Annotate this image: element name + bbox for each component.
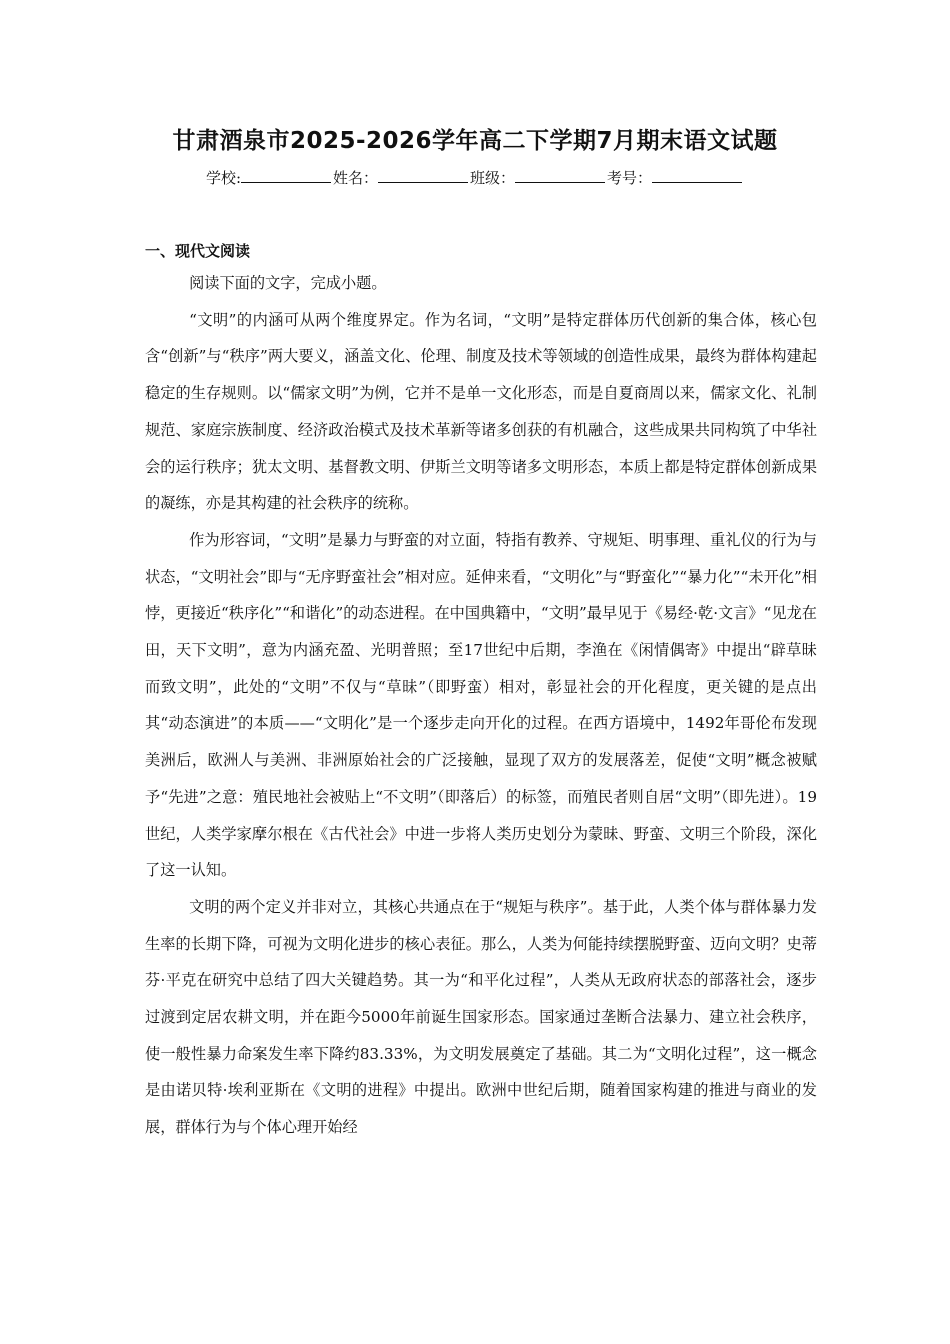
class-label: 班级： xyxy=(470,169,516,187)
passage-paragraph-3: 文明的两个定义并非对立，其核心共通点在于“规矩与秩序”。基于此，人类个体与群体暴力发生率的长期下降，可视为文明化进步的核心表征。那么，人类为何能持续摆脱野蛮、迈向文明？史蒂芬·平克在研究中总结了四大关键趋势。其一为“和平化过程”，人类从无政府状态的部落社会，逐步过渡到定居农耕文明，并在距今5000年前诞生国家形态。国家通过垄断合法暴力、建立社会秩序，使一般性暴力命案发生率下降约83.33%，为文明发展奠定了基础。其二为“文明化过程”，这一概念是由诺贝特·埃利亚斯在《文明的进程》中提出。欧洲中世纪后期，随着国家构建的推进与商业的发展，群体行为与个体心理开始经 xyxy=(145,897,817,1137)
name-blank xyxy=(378,168,468,183)
exam-number-blank xyxy=(652,168,742,183)
name-label: 姓名： xyxy=(333,169,379,187)
section-heading: 一、现代文阅读 xyxy=(145,242,251,260)
reading-instruction: 阅读下面的文字，完成小题。 xyxy=(189,274,387,292)
passage-paragraph-1: “文明”的内涵可从两个维度界定。作为名词，“文明”是特定群体历代创新的集合体，核心包含“创新”与“秩序”两大要义，涵盖文化、伦理、制度及技术等领域的创造性成果，最终为群体构建起稳定的生存规则。以“儒家文明”为例，它并不是单一文化形态，而是自夏商周以来，儒家文化、礼制规范、家庭宗族制度、经济政治模式及技术革新等诸多创获的有机融合，这些成果共同构筑了中华社会的运行秩序；犹太文明、基督教文明、伊斯兰文明等诸多文明形态，本质上都是特定群体创新成果的凝练，亦是其构建的社会秩序的统称。 xyxy=(145,310,817,513)
school-blank xyxy=(241,168,331,183)
school-label: 学校: xyxy=(205,169,241,187)
reading-passage xyxy=(145,265,817,1146)
student-info-line xyxy=(0,165,950,191)
class-blank xyxy=(515,168,605,183)
exam-title: 甘肃酒泉市2025-2026学年高二下学期7月期末语文试题 xyxy=(172,128,778,154)
passage-paragraph-2: 作为形容词，“文明”是暴力与野蛮的对立面，特指有教养、守规矩、明事理、重礼仪的行为与状态，“文明社会”即与“无序野蛮社会”相对应。延伸来看，“文明化”与“野蛮化”“暴力化”“未开化”相悖，更接近“秩序化”“和谐化”的动态进程。在中国典籍中，“文明”最早见于《易经·乾·文言》“见龙在田，天下文明”，意为内涵充盈、光明普照；至17世纪中后期，李渔在《闲情偶寄》中提出“辟草昧而致文明”，此处的“文明”不仅与“草昧”（即野蛮）相对，彰显社会的开化程度，更关键的是点出其“动态演进”的本质——“文明化”是一个逐步走向开化的过程。在西方语境中，1492年哥伦布发现美洲后，欧洲人与美洲、非洲原始社会的广泛接触，显现了双方的发展落差，促使“文明”概念被赋予“先进”之意：殖民地社会被贴上“不文明”（即落后）的标签，而殖民者则自居“文明”（即先进）。19世纪，人类学家摩尔根在《古代社会》中进一步将人类历史划分为蒙昧、野蛮、文明三个阶段，深化了这一认知。 xyxy=(145,530,817,880)
exam-number-label: 考号： xyxy=(607,169,653,187)
